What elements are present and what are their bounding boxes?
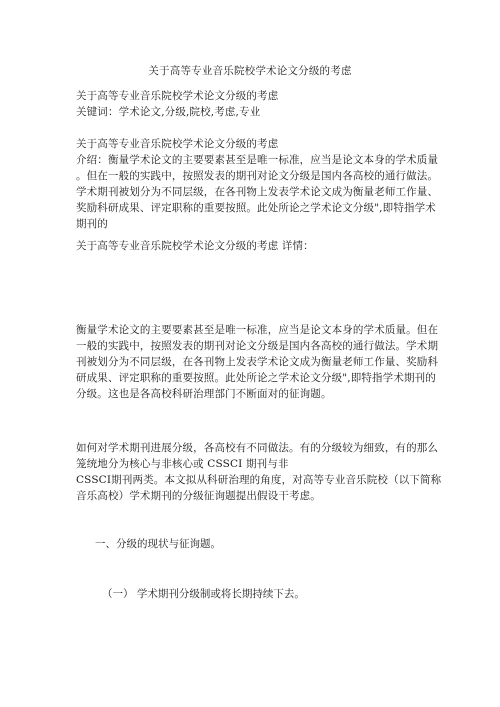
section-heading-1: 一、分级的现状与征询题。 bbox=[95, 538, 221, 550]
document-title: 关于高等专业音乐院校学术论文分级的考虑 bbox=[148, 65, 352, 77]
paragraph-1 bbox=[76, 322, 439, 402]
paragraph-2 bbox=[76, 440, 442, 504]
paragraph-line: 笼统地分为核心与非核心或 CSSCI 期刊与非 bbox=[76, 458, 289, 470]
paragraph-line: 分级。这也是各高校科研治理部门不断面对的征询题。 bbox=[76, 388, 332, 400]
subsection-heading-1-1: （一） 学术期刊分级制或将长期持续下去。 bbox=[102, 588, 305, 600]
paragraph-line: 一般的实践中，按照发表的期刊对论文分级是国内各高校的通行做法。学术期 bbox=[76, 340, 439, 352]
paragraph-line: 衡量学术论文的主要要素甚至是唯一标准，应当是论文本身的学术质量。但在 bbox=[76, 324, 439, 336]
paragraph-line: CSSCI期刊两类。本文拟从科研治理的角度，对高等专业音乐院校（以下简称 bbox=[76, 474, 442, 486]
detail-heading: 关于高等专业音乐院校学术论文分级的考虑 详情： bbox=[76, 240, 314, 252]
intro-block bbox=[76, 136, 439, 232]
intro-line: 介绍：衡量学术论文的主要要素甚至是唯一标准，应当是论文本身的学术质量 bbox=[76, 154, 439, 166]
intro-line: 期刊的 bbox=[76, 218, 108, 230]
paragraph-line: 音乐高校）学术期刊的分级征询题提出假设干考虑。 bbox=[76, 490, 321, 502]
paragraph-line: 研成果、评定职称的重要按照。此处所论之学术论文分级",即特指学术期刊的 bbox=[76, 372, 436, 384]
intro-line: 学术期刊被划分为不同层级，在各刊物上发表学术论文成为衡量老师工作量、 bbox=[76, 186, 439, 198]
detail-heading-block bbox=[76, 238, 432, 254]
meta-block bbox=[76, 88, 432, 120]
keywords-line: 关键词：学术论文,分级,院校,考虑,专业 bbox=[76, 106, 261, 118]
intro-line: 。但在一般的实践中，按照发表的期刊对论文分级是国内各高校的通行做法。 bbox=[76, 170, 439, 182]
intro-title: 关于高等专业音乐院校学术论文分级的考虑 bbox=[76, 138, 279, 150]
paragraph-line: 如何对学术期刊进展分级，各高校有不同做法。有的分级较为细致，有的那么 bbox=[76, 442, 439, 454]
intro-line: 奖励科研成果、评定职称的重要按照。此处所论之学术论文分级",即特指学术 bbox=[76, 202, 436, 214]
meta-title: 关于高等专业音乐院校学术论文分级的考虑 bbox=[76, 90, 279, 102]
paragraph-line: 刊被划分为不同层级，在各刊物上发表学术论文成为衡量老师工作量、奖励科 bbox=[76, 356, 439, 368]
